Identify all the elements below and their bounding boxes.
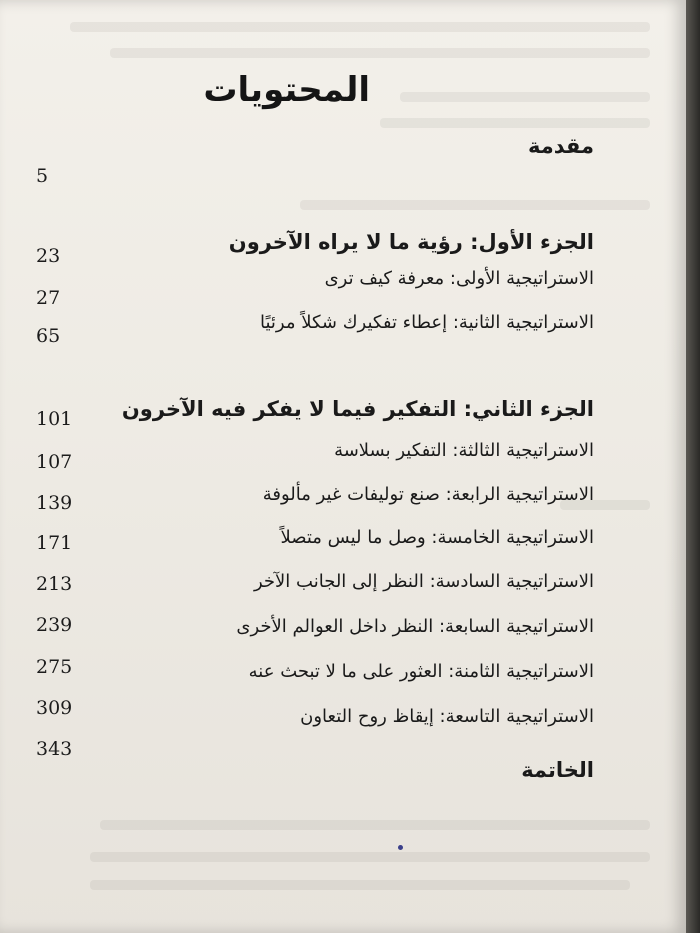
toc-entry-conclusion: الخاتمة xyxy=(521,758,594,782)
page-number: 107 xyxy=(36,451,73,473)
toc-entry-strategy-5: الاستراتيجية الخامسة: وصل ما ليس متصلاً xyxy=(280,527,594,548)
toc-entry-strategy-9: الاستراتيجية التاسعة: إيقاظ روح التعاون xyxy=(300,706,594,727)
toc-title: المحتويات xyxy=(203,70,370,110)
toc-entry-part-2: الجزء الثاني: التفكير فيما لا يفكر فيه الآخرون xyxy=(121,397,594,421)
ink-dot xyxy=(398,845,403,850)
toc-entry-strategy-1: الاستراتيجية الأولى: معرفة كيف ترى xyxy=(324,268,594,289)
page-number: 23 xyxy=(36,245,61,267)
page-number: 27 xyxy=(36,287,61,309)
toc-entry-introduction: مقدمة xyxy=(528,134,594,158)
page-number: 65 xyxy=(36,325,61,347)
page-number: 5 xyxy=(36,165,49,187)
page-number: 275 xyxy=(36,656,73,678)
page-number: 101 xyxy=(36,408,73,430)
page-number: 139 xyxy=(36,492,73,514)
page-number: 213 xyxy=(36,573,73,595)
page-edge-shadow xyxy=(686,0,700,933)
toc-entry-strategy-6: الاستراتيجية السادسة: النظر إلى الجانب الآخر xyxy=(253,571,594,592)
page-number: 239 xyxy=(36,614,73,636)
toc-entry-strategy-2: الاستراتيجية الثانية: إعطاء تفكيرك شكلاً مرئيًا xyxy=(260,312,594,333)
page-number: 343 xyxy=(36,738,73,760)
toc-entry-strategy-4: الاستراتيجية الرابعة: صنع توليفات غير مألوفة xyxy=(262,484,594,505)
toc-entry-strategy-3: الاستراتيجية الثالثة: التفكير بسلاسة xyxy=(334,440,594,461)
page-number: 309 xyxy=(36,697,73,719)
toc-entry-part-1: الجزء الأول: رؤية ما لا يراه الآخرون xyxy=(228,230,594,254)
toc-entry-strategy-8: الاستراتيجية الثامنة: العثور على ما لا تبحث عنه xyxy=(248,661,594,682)
page-number: 171 xyxy=(36,532,73,554)
toc-entry-strategy-7: الاستراتيجية السابعة: النظر داخل العوالم الأخرى xyxy=(236,616,594,637)
